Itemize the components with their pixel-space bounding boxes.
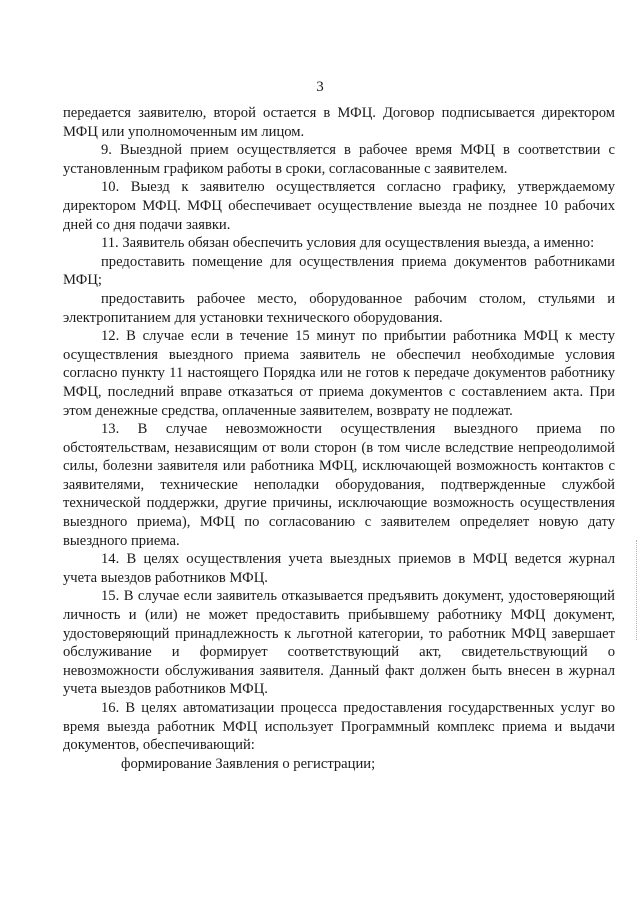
- paragraph-list-item: формирование Заявления о регистрации;: [121, 755, 376, 772]
- paragraph-item-12: 12. В случае если в течение 15 минут по прибытии работника МФЦ к месту осуществления выездного приема заявитель не обеспечил необходимые условия согласно пункту 11 настоящего Порядка или не готов к передаче документов работнику МФЦ, последний вправе отказаться от приема документов с составлением акта. При этом денежные средства, оплаченные заявителем, возврату не подлежат.: [63, 328, 615, 419]
- paragraph-condition-workplace: предоставить рабочее место, оборудованное рабочим столом, стульями и электропитанием для установки технического оборудования.: [63, 290, 615, 326]
- document-body: [63, 104, 615, 773]
- paragraph-condition-premises: предоставить помещение для осуществления приема документов работниками МФЦ;: [63, 253, 615, 289]
- paragraph-item-14: 14. В целях осуществления учета выездных приемов в МФЦ ведется журнал учета выездов работников МФЦ.: [63, 551, 615, 586]
- paragraph-item-11: 11. Заявитель обязан обеспечить условия для осуществления выезда, а именно:: [101, 235, 595, 252]
- page-number: 3: [316, 79, 324, 95]
- scan-margin-mark: [636, 540, 638, 640]
- paragraph-item-13: 13. В случае невозможности осуществления выездного приема по обстоятельствам, независящим от воли сторон (в том числе вследствие непреодолимой силы, болезни заявителя или работника МФЦ, исключающей возможность контактов с заявителями, технические неполадки оборудования, подтвержденные службой технической поддержки, другие причины, исключающие возможность осуществления выездного приема), МФЦ по согласованию с заявителем определяет новую дату выездного приема.: [63, 421, 615, 549]
- paragraph-continuation: передается заявителю, второй остается в МФЦ. Договор подписывается директором МФЦ или уполномоченным им лицом.: [63, 105, 615, 140]
- paragraph-item-16: 16. В целях автоматизации процесса предоставления государственных услуг во время выезда работник МФЦ использует Программный комплекс приема и выдачи документов, обеспечивающий:: [63, 700, 615, 754]
- paragraph-item-9: 9. Выездной прием осуществляется в рабочее время МФЦ в соответствии с установленным графиком работы в сроки, согласованные с заявителем.: [63, 142, 615, 177]
- paragraph-item-15: 15. В случае если заявитель отказывается предъявить документ, удостоверяющий личность и (или) не может предоставить прибывшему работнику МФЦ документ, удостоверяющий принадлежность к льготной категории, то работник МФЦ завершает обслуживание и формирует соответствующий акт, свидетельствующий о невозможности обслуживания заявителя. Данный факт должен быть внесен в журнал учета выездов работников МФЦ.: [63, 588, 615, 698]
- paragraph-item-10: 10. Выезд к заявителю осуществляется согласно графику, утверждаемому директором МФЦ. МФЦ обеспечивает осуществление выезда не позднее 10 рабочих дней со дня подачи заявки.: [63, 179, 615, 233]
